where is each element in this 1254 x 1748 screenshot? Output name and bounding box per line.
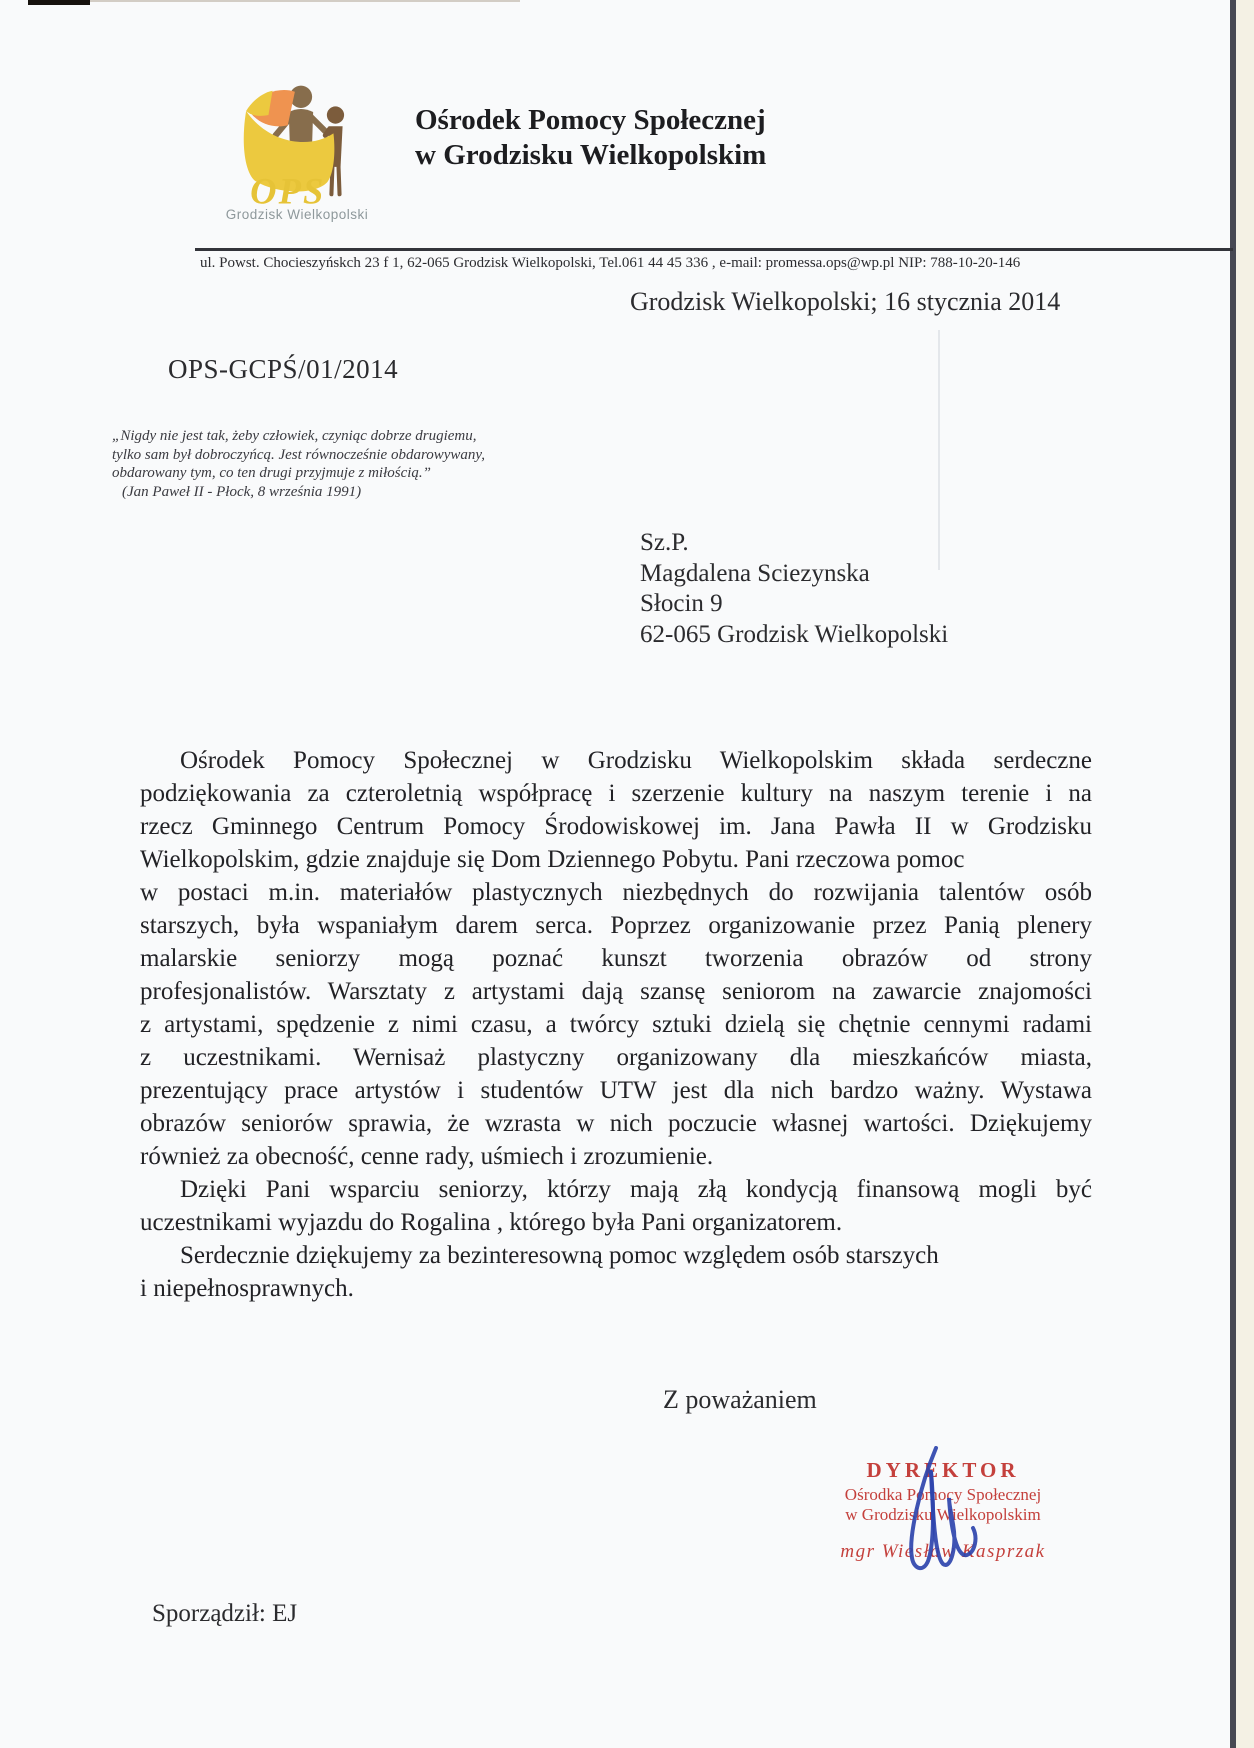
org-title-line2: w Grodzisku Wielkopolskim [415, 139, 767, 171]
motto-quote [112, 427, 485, 501]
recipient-salutation: Sz.P. [640, 529, 689, 556]
valediction: Z poważaniem [663, 1385, 817, 1414]
body-line: w postaci m.in. materiałów plastycznych niezbędnych do rozwijania talentów osób [140, 879, 1092, 906]
letterhead-address: ul. Powst. Chocieszyńskch 23 f 1, 62-065 Grodzisk Wielkopolski, Tel.061 44 45 336 , e-mail: promessa.ops@wp.pl NIP: 788-10-20-146 [200, 255, 1021, 271]
body-line: podziękowania za czteroletnią współpracę i szerzenie kultury na naszym terenie i na [140, 780, 1092, 807]
body-line: uczestnikami wyjazdu do Rogalina , którego była Pani organizatorem. [140, 1209, 843, 1236]
handwritten-signature [898, 1446, 982, 1576]
org-title [415, 103, 766, 173]
recipient-name: Magdalena Sciezynska [640, 559, 870, 587]
recipient-city: 62-065 Grodzisk Wielkopolski [640, 620, 949, 648]
logo-caption: Grodzisk Wielkopolski [225, 207, 369, 222]
stamp-org-line1: Ośrodka Pomocy Społecznej [844, 1485, 1042, 1504]
scan-top-mark [28, 0, 90, 5]
quote-line: obdarowany tym, co ten drugi przyjmuje z miłością.” [112, 465, 432, 481]
body-line: prezentujący prace artystów i studentów UTW jest dla nich bardzo ważny. Wystawa [140, 1077, 1092, 1104]
org-title-line1: Ośrodek Pomocy Społecznej [415, 104, 766, 136]
body-line: Dzięki Pani wsparciu seniorzy, którzy mają złą kondycją finansową mogli być [180, 1176, 1092, 1203]
body-line: starszych, była wspaniałym darem serca. Poprzez organizowanie przez Panią plenery [140, 912, 1092, 939]
quote-line: tylko sam był dobroczyńcą. Jest równocześnie obdarowywany, [112, 446, 485, 463]
recipient-street: Słocin 9 [640, 590, 723, 617]
ops-logo-icon [238, 80, 370, 208]
quote-line: „Nigdy nie jest tak, żeby człowiek, czyniąc dobrze drugiemu, [112, 428, 477, 444]
body-line: Serdecznie dziękujemy za bezinteresowną pomoc względem osób starszych [180, 1242, 939, 1269]
body-line: również za obecność, cenne rady, uśmiech i zrozumienie. [140, 1143, 714, 1170]
body-line: Wielkopolskim, gdzie znajduje się Dom Dziennego Pobytu. Pani rzeczowa pomoc [140, 846, 965, 873]
recipient-block [640, 528, 948, 650]
body-line: obrazów seniorów sprawia, że wzrasta w nich poczucie własnej wartości. Dziękujemy [140, 1110, 1092, 1137]
body-line: z uczestnikami. Wernisaż plastyczny organizowany dla mieszkańców miasta, [140, 1044, 1092, 1071]
quote-attribution: (Jan Paweł II - Płock, 8 września 1991) [122, 483, 362, 500]
stamp-title: DYREKTOR [866, 1458, 1020, 1482]
stamp-org-line2: w Grodzisku Wielkopolskim [845, 1505, 1041, 1524]
scan-top-strip [90, 0, 520, 2]
letter-body [140, 744, 1092, 1305]
body-line: i niepełnosprawnych. [140, 1275, 354, 1302]
body-line: malarskie seniorzy mogą poznać kunszt tworzenia obrazów od strony [140, 945, 1092, 972]
letterhead-rule [195, 248, 1233, 251]
dateline: Grodzisk Wielkopolski; 16 stycznia 2014 [630, 287, 1061, 316]
stamp-signer-name: mgr Wiesław Kasprzak [840, 1541, 1046, 1562]
reference-number: OPS-GCPŚ/01/2014 [168, 354, 399, 384]
ops-logo-letters: OPS [250, 170, 326, 208]
body-line: rzecz Gminnego Centrum Pomocy Środowiskowej im. Jana Pawła II w Grodzisku [140, 813, 1092, 840]
body-line: z artystami, spędzenie z nimi czasu, a twórcy sztuki dzielą się chętnie cennymi radami [140, 1011, 1092, 1038]
prepared-by: Sporządził: EJ [152, 1600, 298, 1627]
body-line: profesjonalistów. Warsztaty z artystami dają szansę seniorom na zawarcie znajomości [140, 978, 1092, 1005]
body-line: Ośrodek Pomocy Społecznej w Grodzisku Wielkopolskim składa serdeczne [180, 747, 1092, 774]
scan-edge-strip [1236, 0, 1254, 1748]
